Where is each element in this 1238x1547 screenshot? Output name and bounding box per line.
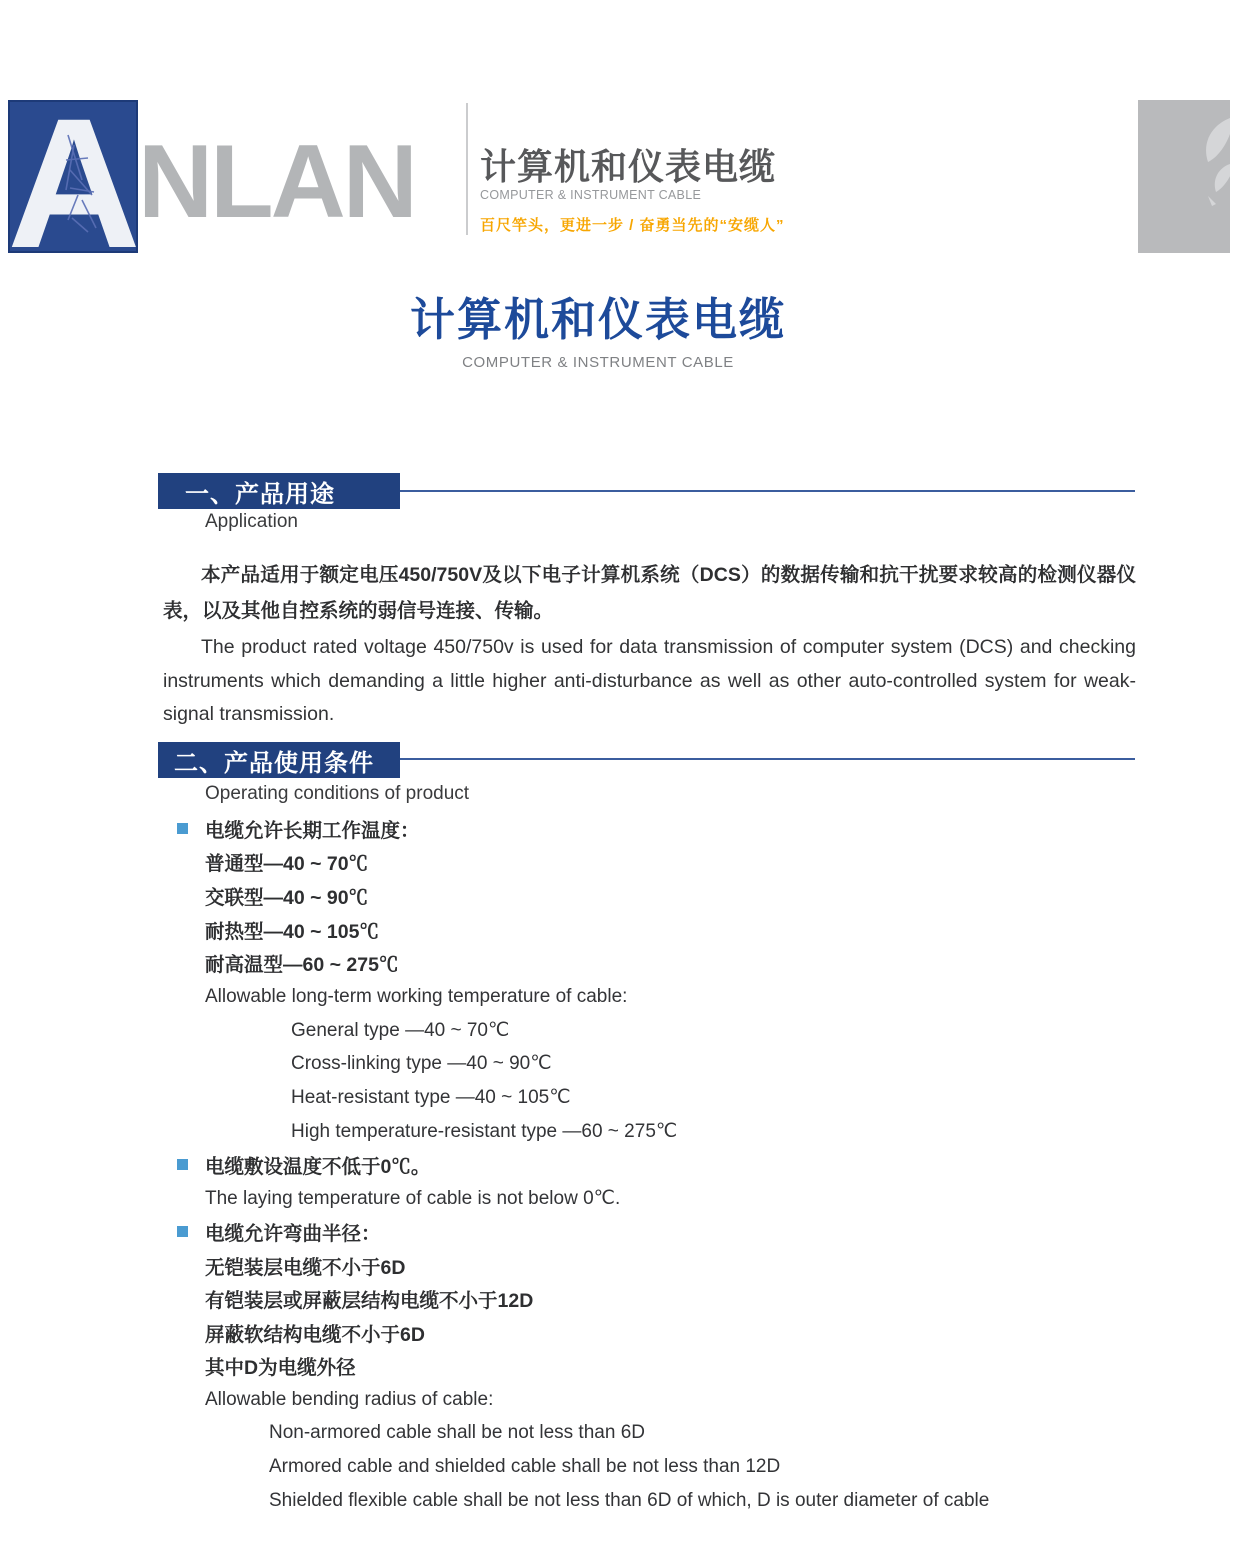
list-item: 耐热型—40 ~ 105℃: [205, 920, 379, 943]
list-item: Allowable long-term working temperature of cable:: [205, 985, 628, 1007]
list-item: 无铠装层电缆不小于6D: [205, 1256, 406, 1279]
list-item: 其中D为电缆外径: [205, 1357, 356, 1380]
bullet-square-icon: [177, 1226, 188, 1237]
list-item: 交联型—40 ~ 90℃: [205, 886, 369, 909]
list-item: The laying temperature of cable is not below 0℃.: [205, 1187, 621, 1209]
list-item: 屏蔽软结构电缆不小于6D: [205, 1323, 425, 1346]
logo-letters: NLAN: [138, 123, 415, 240]
list-item: High temperature-resistant type —60 ~ 275℃: [291, 1120, 678, 1142]
application-paragraph-cn: 本产品适用于额定电压450/750V及以下电子计算机系统（DCS）的数据传输和抗干扰要求较高的检测仪器仪表，以及其他自控系统的弱信号连接、传输。: [163, 564, 1136, 622]
page-title-block: [0, 293, 1196, 371]
list-item: Armored cable and shielded cable shall be not less than 12D: [269, 1456, 781, 1478]
section-2-heading: 二、产品使用条件: [158, 742, 400, 778]
operating-conditions-label: Operating conditions of product: [205, 783, 470, 804]
leaf-icon: [1138, 100, 1230, 253]
section-1-heading: 一、产品用途: [158, 473, 400, 509]
list-item: Cross-linking type —40 ~ 90℃: [291, 1053, 552, 1075]
application-paragraph-en: The product rated voltage 450/750v is used for data transmission of computer system (DCS) and checking instruments which demanding a little higher anti-disturbance as well as other auto-controlled system for weak-signal transmission.: [163, 636, 1136, 725]
page-title: 计算机和仪表电缆: [409, 294, 786, 345]
list-item-text: 电缆允许长期工作温度：: [205, 819, 420, 842]
svg-text:A: A: [8, 100, 138, 253]
operating-conditions-list: [163, 812, 1173, 1517]
header-product-block: [480, 146, 785, 235]
anlan-logo: [8, 100, 138, 253]
application-label: Application: [205, 511, 298, 532]
list-item: [163, 1215, 1173, 1249]
list-item: Non-armored cable shall be not less than 6D: [269, 1422, 645, 1444]
list-item: 普通型—40 ~ 70℃: [205, 853, 369, 876]
logo-a-icon: [8, 100, 138, 253]
list-item: [163, 1148, 1173, 1182]
list-item: 有铠装层或屏蔽层结构电缆不小于12D: [205, 1290, 534, 1313]
header-product-subtitle: COMPUTER & INSTRUMENT CABLE: [480, 188, 702, 203]
section-2-rule: [400, 758, 1135, 760]
list-item: Allowable bending radius of cable:: [205, 1388, 494, 1410]
list-item: 耐高温型—60 ~ 275℃: [205, 954, 399, 977]
corner-decoration: [1138, 100, 1230, 253]
bullet-square-icon: [177, 1159, 188, 1170]
page-subtitle: COMPUTER & INSTRUMENT CABLE: [462, 354, 734, 371]
list-item: Heat-resistant type —40 ~ 105℃: [291, 1087, 571, 1109]
header-product-title: 计算机和仪表电缆: [480, 146, 777, 187]
list-item: Shielded flexible cable shall be not less than 6D of which, D is outer diameter of cable: [269, 1489, 990, 1511]
section-1-rule: [400, 490, 1135, 492]
header-slogan: 百尺竿头，更进一步 / 奋勇当先的“安缆人”: [480, 217, 785, 235]
list-item-text: 电缆敷设温度不低于0℃。: [205, 1155, 431, 1178]
bullet-square-icon: [177, 823, 188, 834]
header-divider: [466, 103, 468, 235]
list-item-text: 电缆允许弯曲半径：: [205, 1222, 381, 1245]
list-item: [163, 812, 1173, 846]
list-item: General type —40 ~ 70℃: [291, 1019, 510, 1041]
